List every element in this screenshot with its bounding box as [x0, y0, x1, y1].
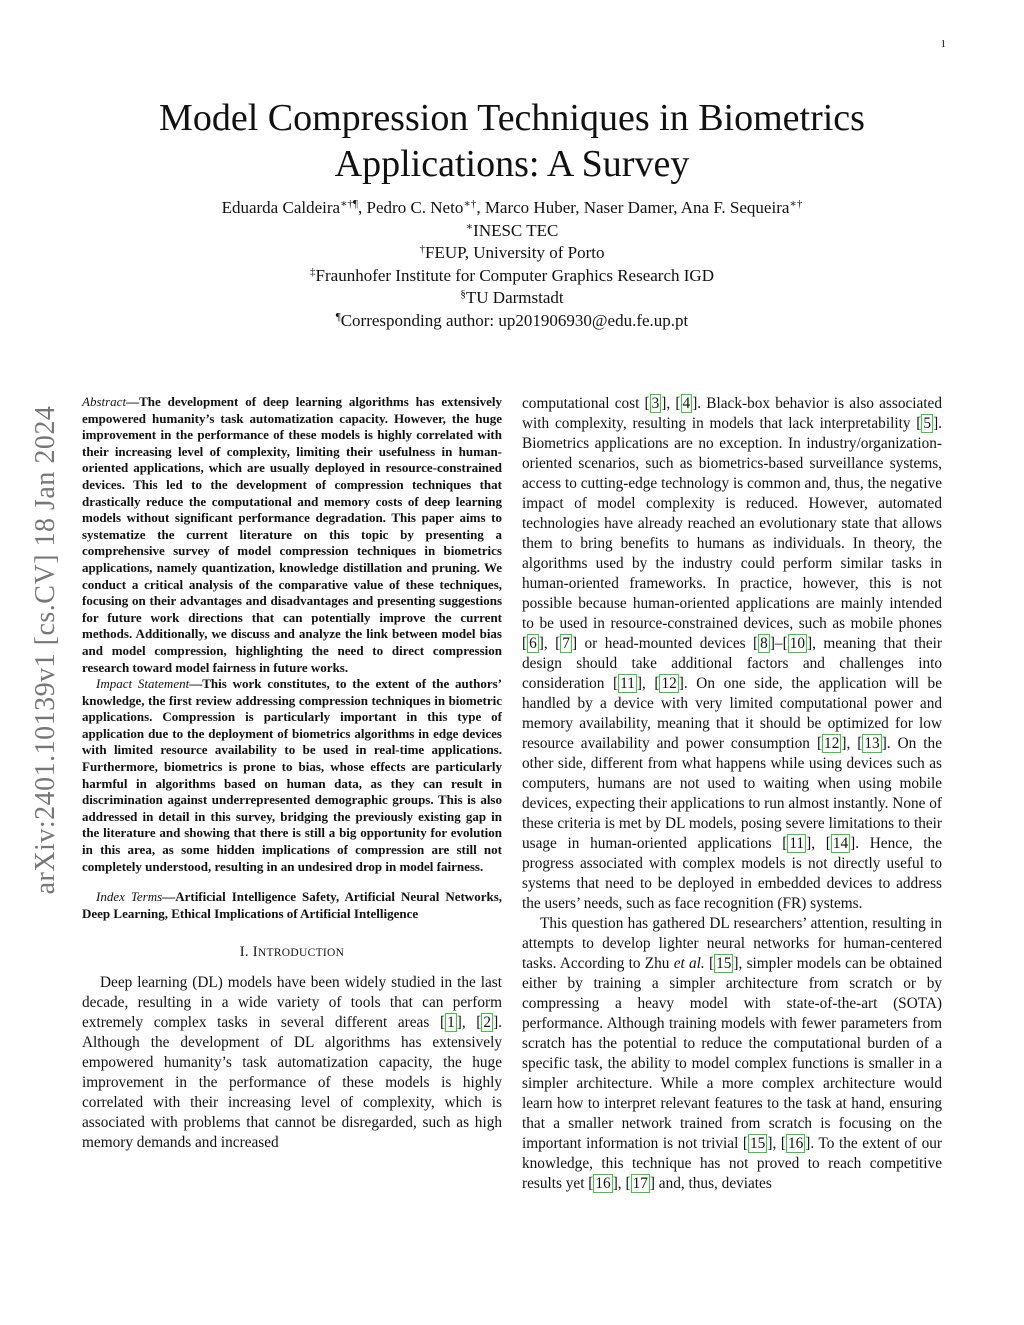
citation-link[interactable]: 11 [620, 675, 635, 692]
arxiv-identifier[interactable]: arXiv:2401.10139v1 [cs.CV] 18 Jan 2024 [30, 405, 61, 895]
citation-link[interactable]: 8 [760, 635, 768, 652]
citation-link[interactable]: 16 [595, 1175, 611, 1192]
body-paragraph: This question has gathered DL researchers’ attention, resulting in attempts to develop lighter neural networks for human-centered tasks. According to Zhu et al. [ 15 ], simpler models can be obtained either by training a simpler architecture from scratch or by compressing a heavy model with state-of-the-art (SOTA) performance. Although training models with fewer parameters from scratch has the potential to reduce the computational burden of a specific task, the ability to model complex functions is smaller in a simpler architecture. While a more complex architecture would learn how to interpret relevant features to the task at hand, ensuring that a smaller network trained from scratch is focusing on the important information is not trivial [ 15 ], [ 16 ]. To the extent of our knowledge, this technique has not proved to reach competitive results yet [ 16 ], [ 17 ] and, thus, deviates [522, 915, 942, 1192]
left-column [82, 394, 502, 1153]
paper-title: Model Compression Techniques in Biometrics Applications: A Survey [159, 97, 865, 185]
impact-statement-label: Impact Statement [96, 676, 190, 692]
impact-statement: Impact Statement—This work constitutes, to the extent of the authors’ knowledge, the first review addressing compression techniques in biometric applications. Compression is particularly important in this type of application due to the deployment of biometrics algorithms in edge devices with limited resource availability to be used in real-time applications. Furthermore, biometrics is prone to bias, whose effects are particularly harmful in algorithms based on human data, as they can result in discrimination against underrepresented demographic groups. This is also addressed in detail in this survey, bridging the previously existing gap in the literature and showing that there is still a big opportunity for evolution in this area, as some hidden implications of compression are still not completely understood, resulting in an undesired drop in model fairness. [82, 676, 502, 874]
index-terms-label: Index Terms [96, 889, 163, 905]
author-list [82, 197, 942, 220]
citation-link[interactable]: 14 [832, 835, 849, 852]
author-separator: , [673, 198, 681, 217]
affiliation-mark: § [460, 288, 466, 301]
citation-link[interactable]: 17 [632, 1175, 648, 1192]
citation-link[interactable]: 13 [864, 735, 880, 752]
section-title [253, 944, 345, 960]
citation-link[interactable]: 12 [661, 675, 677, 692]
author-separator: , [575, 198, 584, 217]
section-title-rest: NTRODUCTION [257, 947, 345, 960]
affiliation-mark: ∗ [465, 220, 474, 233]
index-terms-text: Artificial Intelligence Safety, Artificial Neural Networks, Deep Learning, Ethical Implications of Artificial Intelligence [82, 889, 503, 921]
section-heading [82, 944, 502, 961]
affiliation-list [82, 220, 942, 333]
citation-link[interactable]: 6 [529, 635, 537, 652]
affiliation-mark: ¶ [335, 310, 341, 323]
citation-link[interactable]: 4 [682, 395, 691, 412]
page-number: 1 [940, 38, 946, 50]
citation-link[interactable]: 7 [562, 635, 570, 652]
affiliation-line [82, 265, 942, 288]
affiliation-mark: ‡ [310, 265, 316, 278]
affiliation-mark: ∗†¶ [340, 198, 359, 210]
citation-link[interactable]: 2 [483, 1014, 492, 1032]
author-separator: , [476, 198, 485, 217]
citation-link[interactable]: 10 [789, 635, 805, 652]
affiliation-line [82, 220, 942, 243]
affiliation-line [82, 242, 942, 265]
affiliation-line [82, 287, 942, 310]
author-name: Marco Huber [484, 198, 576, 217]
author-name: Pedro C. Neto [366, 198, 464, 217]
affiliation-mark: ∗† [789, 198, 803, 210]
affiliation-mark: ∗† [463, 198, 477, 210]
impact-statement-text: This work constitutes, to the extent of the authors’ knowledge, the first review addressing compression techniques in biometric applications. Compression is particularly important in this type of application due to the deployment of biometrics algorithms in edge devices with limited resource availability to be used in real-time applications. Furthermore, biometrics is prone to bias, whose effects are particularly harmful in algorithms based on human data, as they can result in discrimination against underrepresented demographic groups. This is also addressed in detail in this survey, bridging the previously existing gap in the literature and showing that there is still a big opportunity for evolution in this area, as some hidden implications of compression are still not completely understood, resulting in an undesired drop in model fairness. [82, 676, 502, 874]
affiliation-mark: † [419, 243, 426, 256]
right-column [522, 394, 942, 1194]
index-terms: Index Terms—Artificial Intelligence Safety, Artificial Neural Networks, Deep Learning, Ethical Implications of Artificial Intelligence [82, 889, 503, 921]
affiliation-text: Corresponding author: up201906930@edu.fe.up.pt [340, 310, 689, 330]
citation-link[interactable]: 15 [716, 955, 732, 972]
author-name: Naser Damer [583, 198, 674, 217]
citation-link[interactable]: 1 [447, 1014, 455, 1032]
author-name: Ana F. Sequeira [680, 198, 790, 217]
section-title-initial: I [252, 944, 258, 961]
italic-text: et al. [673, 955, 705, 972]
affiliation-text: TU Darmstadt [465, 288, 564, 308]
body-paragraph: Deep learning (DL) models have been widely studied in the last decade, resulting in a wide variety of tools that can perform extremely complex tasks in several different areas [ 1 ], [ 2 ]. Although the development of DL algorithms has extensively empowered humanity’s task automatization capacity, the huge improvement in the performance of these models is highly correlated with their increasing level of complexity, which is associated with problems that cannot be disregarded, such as high memory demands and increased [82, 974, 502, 1152]
author-name: Eduarda Caldeira [221, 198, 341, 217]
citation-link[interactable]: 3 [651, 395, 660, 412]
citation-link[interactable]: 16 [787, 1135, 804, 1152]
intro-paragraph-container [522, 394, 942, 1194]
citation-link[interactable]: 5 [923, 415, 932, 432]
intro-paragraph-container [82, 973, 502, 1153]
affiliation-text: FEUP, University of Porto [425, 243, 605, 263]
abstract: Abstract—The development of deep learning algorithms has extensively empowered humanity’s task automatization capacity. However, the huge improvement in the performance of these models is highly correlated with their increasing level of complexity, limiting their usefulness in human-oriented applications, which are usually deployed in resource-constrained devices. This led to the development of compression techniques that drastically reduce the computational and memory costs of deep learning models without significant performance degradation. This paper aims to systematize the current literature on this topic by presenting a comprehensive survey of model compression techniques in biometrics applications, namely quantization, knowledge distillation and pruning. We conduct a critical analysis of the comparative value of these techniques, focusing on their advantages and disadvantages and presenting suggestions for future work directions that can potentially improve the current methods. Additionally, we discuss and analyze the link between model bias and model compression, highlighting the need to direct compression research toward model fairness in future works. [82, 394, 502, 675]
author-separator: , [358, 198, 367, 217]
affiliation-line [82, 310, 942, 333]
abstract-label: Abstract [82, 394, 127, 409]
citation-link[interactable]: 12 [824, 735, 840, 752]
body-paragraph: computational cost [ 3 ], [ 4 ]. Black-box behavior is also associated with complexity, resulting in models that lack interpretability [ 5 ]. Biometrics applications are no exception. In industry/organization-oriented scenarios, such as biometrics-based surveillance systems, access to cutting-edge technology is common and, thus, the negative impact of model complexity is reduced. However, automated technologies have already reached an evolutionary state that allows them to bring benefits to humans as individuals. In theory, the algorithms used by the industry could perform similar tasks in human-oriented frameworks. In practice, however, this is not possible because human-oriented applications are mainly intended to be used in resource-constrained devices, such as mobile phones [ 6 ], [ 7 ] or head-mounted devices [ 8 ]–[ 10 ], meaning that their design should take additional factors and challenges into consideration [ 11 ], [ 12 ]. On one side, the application will be handled by a device with very limited computational power and memory availability, meaning that it should be optimized for low resource availability and power consumption [ 12 ], [ 13 ]. On the other side, different from what happens while using devices such as computers, humans are not used to waiting when using mobile devices, expecting their applications to run almost instantly. None of these criteria is met by DL models, posing severe limitations to their usage in human-oriented applications [ 11 ], [ 14 ]. Hence, the progress associated with complex models is not directly useful to systems that need to be deployed in embedded devices to address the users’ needs, such as face recognition (FR) systems. [522, 395, 942, 912]
abstract-text: The development of deep learning algorithms has extensively empowered humanity’s task automatization capacity. However, the huge improvement in the performance of these models is highly correlated with their increasing level of complexity, limiting their usefulness in human-oriented applications, which are usually deployed in resource-constrained devices. This led to the development of compression techniques that drastically reduce the computational and memory costs of deep learning models without significant performance degradation. This paper aims to systematize the current literature on this topic by presenting a comprehensive survey of model compression techniques in biometrics applications, namely quantization, knowledge distillation and pruning. We conduct a critical analysis of the comparative value of these techniques, focusing on their advantages and disadvantages and presenting suggestions for future work directions that can potentially improve the current methods. Additionally, we discuss and analyze the link between model bias and model compression, highlighting the need to direct compression research toward model fairness in future works. [82, 394, 502, 675]
affiliation-text: Fraunhofer Institute for Computer Graphics Research IGD [315, 265, 714, 285]
citation-link[interactable]: 11 [789, 835, 805, 852]
citation-link[interactable]: 15 [750, 1135, 766, 1152]
section-numeral: I. [239, 944, 249, 961]
affiliation-text: INESC TEC [473, 220, 559, 240]
author-block [82, 197, 942, 333]
